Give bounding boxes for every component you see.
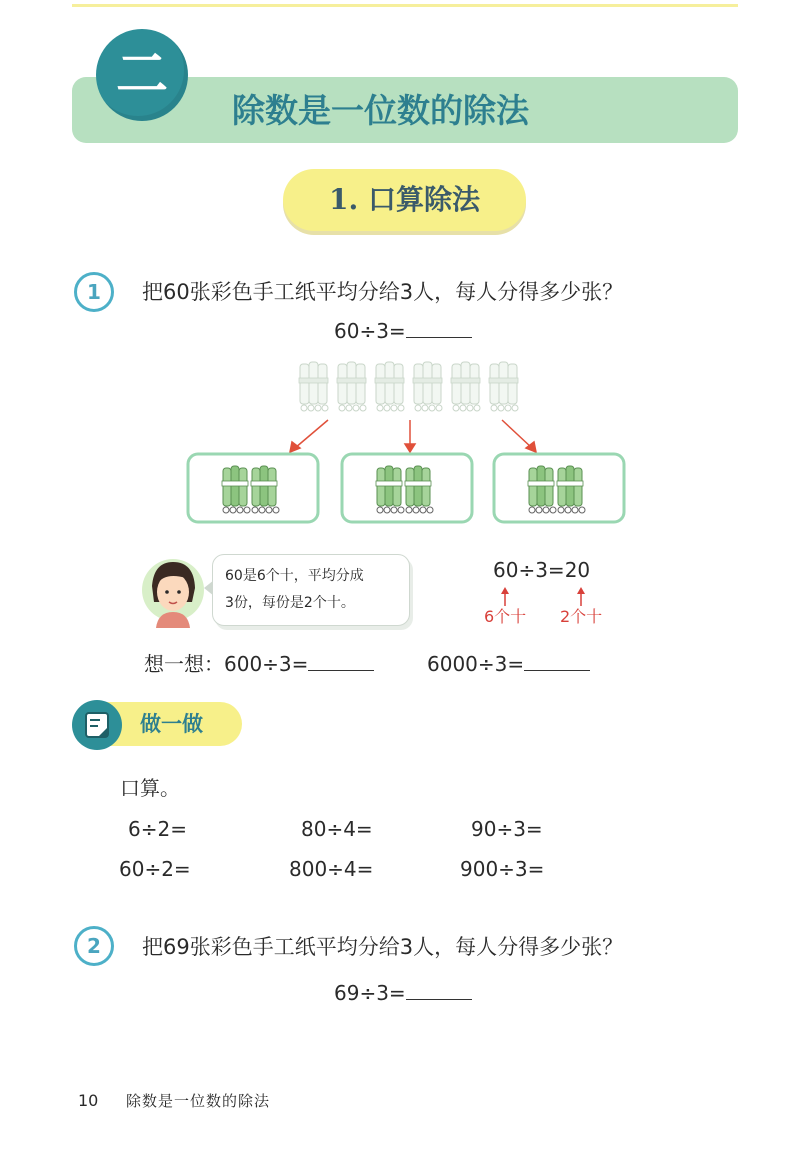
exercise-5: 800÷4= (289, 857, 374, 881)
exercise-2: 80÷4= (301, 817, 373, 841)
think-row (144, 650, 374, 678)
faded-bundle-1 (299, 362, 328, 411)
group-3-bundle-2 (557, 466, 585, 513)
example-2-equation-text: 69÷3= (334, 981, 406, 1005)
example-2-question: 把69张彩色手工纸平均分给3人，每人分得多少张？ (142, 935, 624, 959)
speech-bubble (212, 554, 410, 626)
group-1-bundle-2 (251, 466, 279, 513)
split-arrows (290, 420, 536, 452)
faded-bundle-2 (337, 362, 366, 411)
think-prefix: 想一想： (144, 652, 224, 676)
pencil-note-icon (72, 700, 122, 750)
think-row-2 (427, 650, 590, 678)
paper-bundles-illustration (180, 356, 630, 528)
exercise-4: 60÷2= (119, 857, 191, 881)
girl-avatar (140, 556, 206, 628)
result-equation: 60÷3=20 (493, 558, 591, 582)
page-number: 10 (78, 1091, 99, 1110)
speech-line-1: 60是6个十，平均分成 (225, 568, 364, 584)
chapter-number: 二 (115, 45, 168, 105)
answer-blank-2[interactable] (406, 980, 472, 1000)
example-1-number: 1 (74, 272, 114, 312)
group-2-bundle-2 (405, 466, 433, 513)
label-two-tens: 2个十 (560, 607, 603, 626)
example-2-number: 2 (74, 926, 114, 966)
exercise-6: 900÷3= (460, 857, 545, 881)
faded-bundle-3 (375, 362, 404, 411)
exercise-1: 6÷2= (128, 817, 187, 841)
faded-bundle-6 (489, 362, 518, 411)
speech-line-2: 3份，每份是2个十。 (225, 595, 355, 611)
example-2-equation (334, 979, 472, 1007)
footer-title: 除数是一位数的除法 (126, 1092, 271, 1110)
do-it-badge (72, 700, 122, 750)
faded-bundle-4 (413, 362, 442, 411)
example-1-equation (334, 317, 472, 345)
answer-blank[interactable] (406, 318, 472, 338)
think-blank-1[interactable] (308, 651, 374, 671)
annotation-arrows (492, 586, 602, 608)
group-1-bundle-1 (222, 466, 250, 513)
think-equation-1: 600÷3= (224, 652, 309, 676)
do-it-label: 做一做 (140, 712, 203, 736)
exercise-3: 90÷3= (471, 817, 543, 841)
faded-bundle-5 (451, 362, 480, 411)
chapter-title: 除数是一位数的除法 (232, 91, 529, 130)
section-title: 1. 口算除法 (329, 183, 480, 216)
example-1-question: 把60张彩色手工纸平均分给3人，每人分得多少张？ (142, 280, 624, 304)
think-blank-2[interactable] (524, 651, 590, 671)
group-3-bundle-1 (528, 466, 556, 513)
do-it-instruction: 口算。 (120, 776, 180, 800)
group-2-bundle-1 (376, 466, 404, 513)
label-six-tens: 6个十 (484, 607, 527, 626)
example-1-equation-text: 60÷3= (334, 319, 406, 343)
top-rule (72, 4, 738, 7)
think-equation-2: 6000÷3= (427, 652, 525, 676)
